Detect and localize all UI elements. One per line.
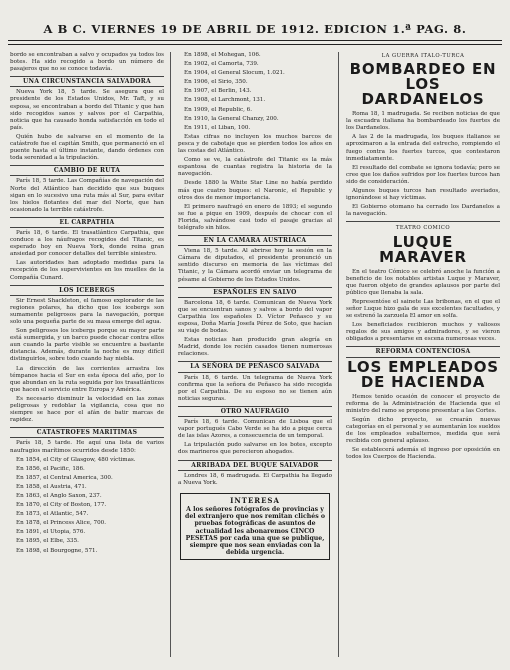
header-rule-top xyxy=(8,40,502,41)
article-text: París 18, 5 tarde. He aquí una lista de varios naufragios marítimos ocurridos desde 1850: xyxy=(10,440,164,454)
article-text: La dirección de las corrientes arrastra los témpanos hacia el Sur en esta época del año, por lo que abundan en la ruta seguida por los trasatlánticos que hacen el servicio entre Europa y América. xyxy=(10,365,164,393)
section-heading: ARRIBADA DEL BUQUE SALVADOR xyxy=(178,460,332,471)
list-item: En 1908, el Larchmont, 131. xyxy=(184,97,266,104)
article-text: París 18, 6 tarde. Comunican de Lisboa que el vapor portugués Cabo Verde se ha ido a pique cerca de las islas Azores, a consecuencia de un temporal. xyxy=(178,419,332,440)
list-item: En 1873, el Atlantic, 547. xyxy=(16,511,89,518)
divider xyxy=(346,221,500,222)
section-heading: CAMBIO DE RUTA xyxy=(10,165,164,176)
article-text: Roma 18, 1 madrugada. Se reciben noticias de que la escuadra italiana ha bombardeado los fuertes de los Dardanelos. xyxy=(346,111,500,132)
list-item: En 1907, el Berlin, 143. xyxy=(184,88,252,95)
list-item: En 1870, el City of Boston, 177. xyxy=(16,502,107,509)
article-text: Quién hubo de salvarse en el momento de la catástrofe fue el capitán Smith, que permaneció en el puente hasta el último instante, dando órdenes con toda serenidad a la tripulación. xyxy=(10,133,164,162)
article-text: Representóse el sainete Las bribonas, en el que el señor Luque hizo gala de sus excelentes facultades, y se estrenó la zarzuela El amor en solfa. xyxy=(346,298,500,320)
section-heading: LA SEÑORA DE PEÑASCO SALVADA xyxy=(178,361,332,372)
list-item: En 1911, el Liban, 100. xyxy=(184,124,251,131)
section-heading: UNA CIRCUNSTANCIA SALVADORA xyxy=(10,76,164,87)
headline: LOS EMPLEADOS DE HACIENDA xyxy=(347,357,499,391)
list-item: En 1857, el Central America, 300. xyxy=(16,474,113,481)
section-kicker: TEATRO COMICO xyxy=(395,225,451,232)
article-text: El Gobierno otomano ha cerrado los Dardanelos a la navegación. xyxy=(346,204,500,218)
section-heading: OTRO NAUFRAGIO xyxy=(178,406,332,417)
article-text: Como se ve, la catástrofe del Titanic es la más espantosa de cuantas registra la historia de la navegación. xyxy=(178,157,332,178)
article-text: Las autoridades han adoptado medidas para la recepción de los supervivientes en los muelles de la Compañía Cunard. xyxy=(10,260,164,281)
column-divider-2 xyxy=(338,52,339,657)
list-item: En 1856, el Pacific, 186. xyxy=(16,465,85,472)
list-item: En 1904, el General Slocum, 1.021. xyxy=(184,70,285,77)
article-text: Son peligrosos los icebergs porque su mayor parte está sumergida, y un barco puede chocar contra ellos aun cuando la parte visible se encuentre a bastante distancia. Además, durante la noche es muy difícil distinguirlos, sobre todo cuando hay niebla. xyxy=(10,328,164,363)
notice-text: A los señores fotógrafos de provincias y del extranjero que nos remitan clichés o pruebas fotográficas de asuntos de actualidad les abonaremos CINCO PESETAS por cada una que se publique, siempre que nos sean enviadas con la debida urgencia. xyxy=(185,505,325,557)
article-text: Estas noticias han producido gran alegría en Madrid, donde los recién casados tienen numerosas relaciones. xyxy=(178,337,332,358)
list-item: En 1909, el Republic, 6. xyxy=(184,106,253,113)
notice-title: INTERESA xyxy=(230,495,280,505)
article-text: Desde 1880 la White Star Line no había perdido más que cuatro buques: el Naronic, el Republic y otros dos de menor importancia. xyxy=(178,180,332,201)
column-1 xyxy=(10,52,164,657)
article-text: Hemos tenido ocasión de conocer el proyecto de reforma de la Administración de Hacienda que el ministro del ramo se propone presentar a las Cortes. xyxy=(346,393,500,414)
article-text: Sir Ernest Shackleton, el famoso explorador de las regiones polares, ha dicho que los icebergs son sumamente peligrosos para la navegación, porque solo una pequeña parte de su masa emerge del agua. xyxy=(10,297,164,325)
section-heading: EN LA CAMARA AUSTRIACA xyxy=(178,235,332,246)
column-3 xyxy=(346,52,500,657)
article-text: bordo se encontraban a salvo y ocupados ya todos los botes. Ha sido recogido a bordo un número de pasajeros que no se conoce todavía. xyxy=(10,52,164,73)
list-item: En 1878, el Princess Alice, 700. xyxy=(16,520,106,527)
headline: LUQUE MARAVER xyxy=(379,232,467,266)
article-text: El resultado del combate se ignora todavía; pero se cree que los daños sufridos por los fuertes turcos han sido de consideración. xyxy=(346,164,500,185)
article-text: A las 2 de la madrugada, los buques italianos se aproximaron a la entrada del estrecho, rompiendo el fuego contra los fuertes turcos, que contestaron inmediatamente. xyxy=(346,134,500,162)
article-text: Algunos buques turcos han resultado averiados, ignorándose si hay víctimas. xyxy=(346,188,500,202)
article-text: Londres 18, 6 madrugada. El Carpathia ha llegado a Nueva York. xyxy=(178,472,332,486)
column-divider-1 xyxy=(170,52,171,657)
article-text: Es necesario disminuir la velocidad en las zonas peligrosas y redoblar la vigilancia, cosa que no siempre se hace por el afán de batir marcas de rapidez. xyxy=(10,395,164,424)
list-item: En 1902, el Camorta, 739. xyxy=(184,61,259,68)
list-item: En 1910, la General Chanzy, 200. xyxy=(184,115,279,122)
list-item: En 1906, el Sirio, 350. xyxy=(184,79,248,86)
notice-box xyxy=(180,493,330,561)
article-text: París 18, 6 tarde. Un telegrama de Nueva York confirma que la señora de Peñasco ha sido recogida por el Carpathia. De su esposo no se tienen aún noticias seguras. xyxy=(178,374,332,402)
column-2 xyxy=(178,52,332,657)
article-text: Estas cifras no incluyen los muchos barcos de pesca y de cabotaje que se pierden todos los años en las costas del Atlántico. xyxy=(178,133,332,155)
headline: BOMBARDEO EN LOS DARDANELOS xyxy=(349,60,497,109)
newspaper-page xyxy=(8,8,502,662)
section-heading: LOS ICEBERGS xyxy=(10,285,164,296)
article-text: La tripulación pudo salvarse en los botes, excepto dos marineros que perecieron ahogados. xyxy=(178,442,332,456)
article-text: París 18, 5 tarde. Las Compañías de navegación del Norte del Atlántico han decidido que sus buques sigan en lo sucesivo una ruta más al Sur, para evitar los hielos flotantes del mar del Norte, que han ocasionado la terrible catástrofe. xyxy=(10,178,164,213)
article-text: Nueva York 18, 5 tarde. Se asegura que el presidente de los Estados Unidos, Mr. Taft, y su esposa, se encontraban a bordo del Titanic y que han sido recogidos sanos y salvos por el Carpathia, noticia que ha causado honda satisfacción en todo el país. xyxy=(10,89,164,131)
list-item: En 1858, el Austria, 471. xyxy=(16,483,87,490)
article-text: París 18, 6 tarde. El trasatlántico Carpathia, que conduce a los náufragos recogidos del Titanic, es esperado hoy en Nueva York, donde reina gran ansiedad por conocer detalles del terrible siniestro. xyxy=(10,229,164,258)
list-item: En 1863, el Anglo Saxon, 237. xyxy=(16,492,102,499)
list-item: En 1898, el Bourgogne, 571. xyxy=(16,547,98,554)
section-heading: EL CARPATHIA xyxy=(10,217,164,228)
list-item: En 1891, el Utopia, 576. xyxy=(16,529,86,536)
list-item: En 1898, el Mohegan, 106. xyxy=(184,52,261,58)
list-item: En 1895, el Elbe, 335. xyxy=(16,538,79,545)
section-kicker: LA GUERRA ITALO-TURCA xyxy=(381,53,465,59)
article-text: Viena 18, 5 tarde. Al abrirse hoy la sesión en la Cámara de diputados, el presidente pronunció un sentido discurso en memoria de las víctimas del Titanic, y la Cámara acordó enviar un telegrama de pésame al Gobierno de los Estados Unidos. xyxy=(178,248,332,283)
page-header: A B C. VIERNES 19 DE ABRIL DE 1912. EDICION 1.ª PAG. 8. xyxy=(43,22,467,36)
article-text: Según dicho proyecto, se crearán nuevas categorías en el personal y se aumentarán los sueldos de los empleados subalternos, medida que será recibida con general aplauso. xyxy=(346,416,500,445)
list-item: En 1854, el City of Glasgow, 480 víctimas. xyxy=(16,456,136,463)
article-text: Se establecerá además el ingreso por oposición en todos los Cuerpos de Hacienda. xyxy=(346,447,500,461)
header-rule-bottom xyxy=(8,44,502,45)
article-text: Barcelona 18, 6 tarde. Comunican de Nueva York que se encuentran sanos y salvos a bordo del vapor Carpathia los españoles D. Víctor Peñasco y su esposa, Doña María Josefa Pérez de Soto, que hacían su viaje de bodas. xyxy=(178,299,332,335)
section-heading: ESPAÑOLES EN SALVO xyxy=(178,287,332,298)
article-text: En el teatro Cómico se celebró anoche la función a beneficio de los notables artistas Luque y Maraver, que fueron objeto de grandes aplausos por parte del público que llenaba la sala. xyxy=(346,268,500,296)
article-text: El primero naufragó en enero de 1893; el segundo se fue a pique en 1909, después de chocar con el Florida, salvándose casi todo el pasaje gracias al telégrafo sin hilos. xyxy=(178,203,332,231)
article-text: Los beneficiados recibieron muchos y valiosos regalos de sus amigos y admiradores, y se vieron obligados a presentarse en escena numerosas veces. xyxy=(346,322,500,343)
section-heading: CATASTROFES MARITIMAS xyxy=(10,427,164,438)
section-heading: REFORMA CONTENCIOSA xyxy=(346,346,500,357)
